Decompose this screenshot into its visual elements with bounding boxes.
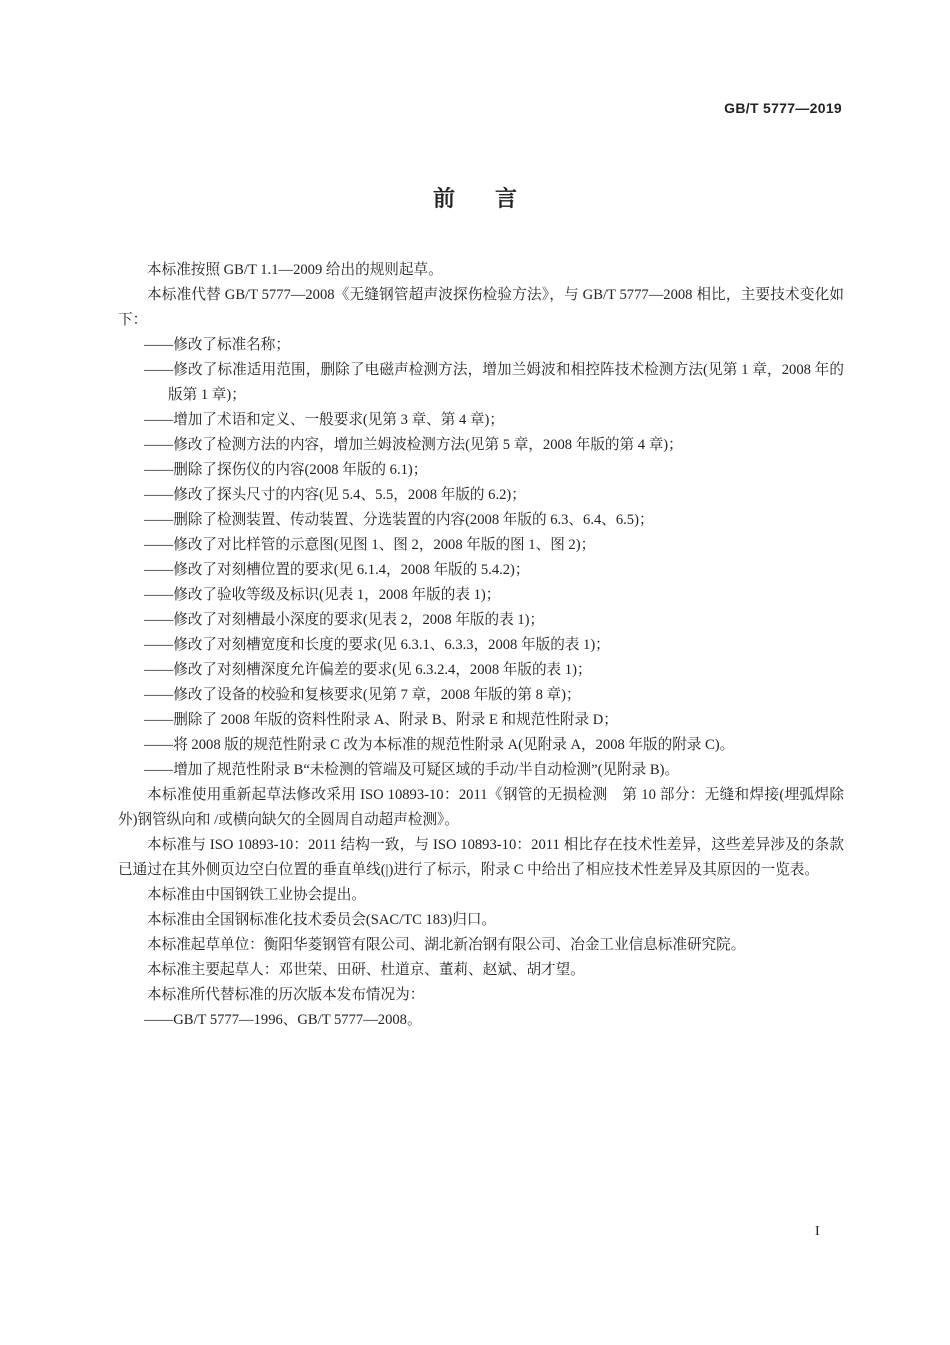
paragraph: 本标准使用重新起草法修改采用 ISO 10893-10：2011《钢管的无损检测 第 10 部分：无缝和焊接(埋弧焊除外)钢管纵向和 /或横向缺欠的全圆周自动超声检测》。 — [118, 787, 844, 828]
list-item: ——删除了 2008 年版的资料性附录 A、附录 B、附录 E 和规范性附录 D； — [144, 712, 618, 728]
list-item: ——修改了对比样管的示意图(见图 1、图 2，2008 年版的图 1、图 2)； — [144, 537, 596, 553]
list-item: ——将 2008 版的规范性附录 C 改为本标准的规范性附录 A(见附录 A，2008 年版的附录 C)。 — [144, 737, 735, 753]
history-item: ——GB/T 5777—1996、GB/T 5777—2008。 — [144, 1012, 422, 1028]
list-item: ——修改了对刻槽最小深度的要求(见表 2，2008 年版的表 1)； — [144, 612, 545, 628]
paragraph: 本标准代替 GB/T 5777—2008《无缝钢管超声波探伤检验方法》，与 GB/T 5777—2008 相比，主要技术变化如下： — [118, 287, 844, 328]
list-item: ——修改了对刻槽深度允许偏差的要求(见 6.3.2.4，2008 年版的表 1)； — [144, 662, 592, 678]
paragraph: 本标准所代替标准的历次版本发布情况为： — [147, 987, 425, 1003]
list-item: ——增加了规范性附录 B“未检测的管端及可疑区域的手动/半自动检测”(见附录 B)。 — [144, 762, 680, 778]
page-title: 前言 — [432, 187, 557, 212]
standard-number-header: GB/T 5777—2019 — [724, 100, 842, 116]
paragraph: 本标准按照 GB/T 1.1—2009 给出的规则起草。 — [147, 262, 443, 278]
page-number: I — [815, 1224, 820, 1239]
document-body — [118, 258, 844, 1033]
list-item: ——修改了标准适用范围，删除了电磁声检测方法，增加兰姆波和相控阵技术检测方法(见第 1 章，2008 年的版第 1 章)； — [144, 362, 844, 403]
paragraph: 本标准由全国钢标准化技术委员会(SAC/TC 183)归口。 — [147, 912, 497, 928]
list-item: ——修改了检测方法的内容，增加兰姆波检测方法(见第 5 章，2008 年版的第 4 章)； — [144, 437, 683, 453]
paragraph: 本标准起草单位：衡阳华菱钢管有限公司、湖北新冶钢有限公司、冶金工业信息标准研究院。 — [147, 937, 746, 953]
paragraph: 本标准与 ISO 10893-10：2011 结构一致，与 ISO 10893-10：2011 相比存在技术性差异，这些差异涉及的条款已通过在其外侧页边空白位置的垂直单线(|)进行了标示，附录 C 中给出了相应技术性差异及其原因的一览表。 — [118, 837, 844, 878]
list-item: ——修改了标准名称； — [144, 337, 290, 353]
list-item: ——修改了对刻槽宽度和长度的要求(见 6.3.1、6.3.3，2008 年版的表 1)； — [144, 637, 610, 653]
paragraph: 本标准由中国钢铁工业协会提出。 — [147, 887, 366, 903]
list-item: ——增加了术语和定义、一般要求(见第 3 章、第 4 章)； — [144, 412, 504, 428]
paragraph: 本标准主要起草人：邓世荣、田研、杜道京、董莉、赵斌、胡才望。 — [147, 962, 585, 978]
list-item: ——修改了探头尺寸的内容(见 5.4、5.5，2008 年版的 6.2)； — [144, 487, 526, 503]
changes-list — [118, 333, 844, 783]
list-item: ——修改了对刻槽位置的要求(见 6.1.4，2008 年版的 5.4.2)； — [144, 562, 530, 578]
list-item: ——修改了验收等级及标识(见表 1，2008 年版的表 1)； — [144, 587, 501, 603]
list-item: ——修改了设备的校验和复核要求(见第 7 章，2008 年版的第 8 章)； — [144, 687, 581, 703]
list-item: ——删除了检测装置、传动装置、分选装置的内容(2008 年版的 6.3、6.4、6.5)； — [144, 512, 654, 528]
list-item: ——删除了探伤仪的内容(2008 年版的 6.1)； — [144, 462, 428, 478]
